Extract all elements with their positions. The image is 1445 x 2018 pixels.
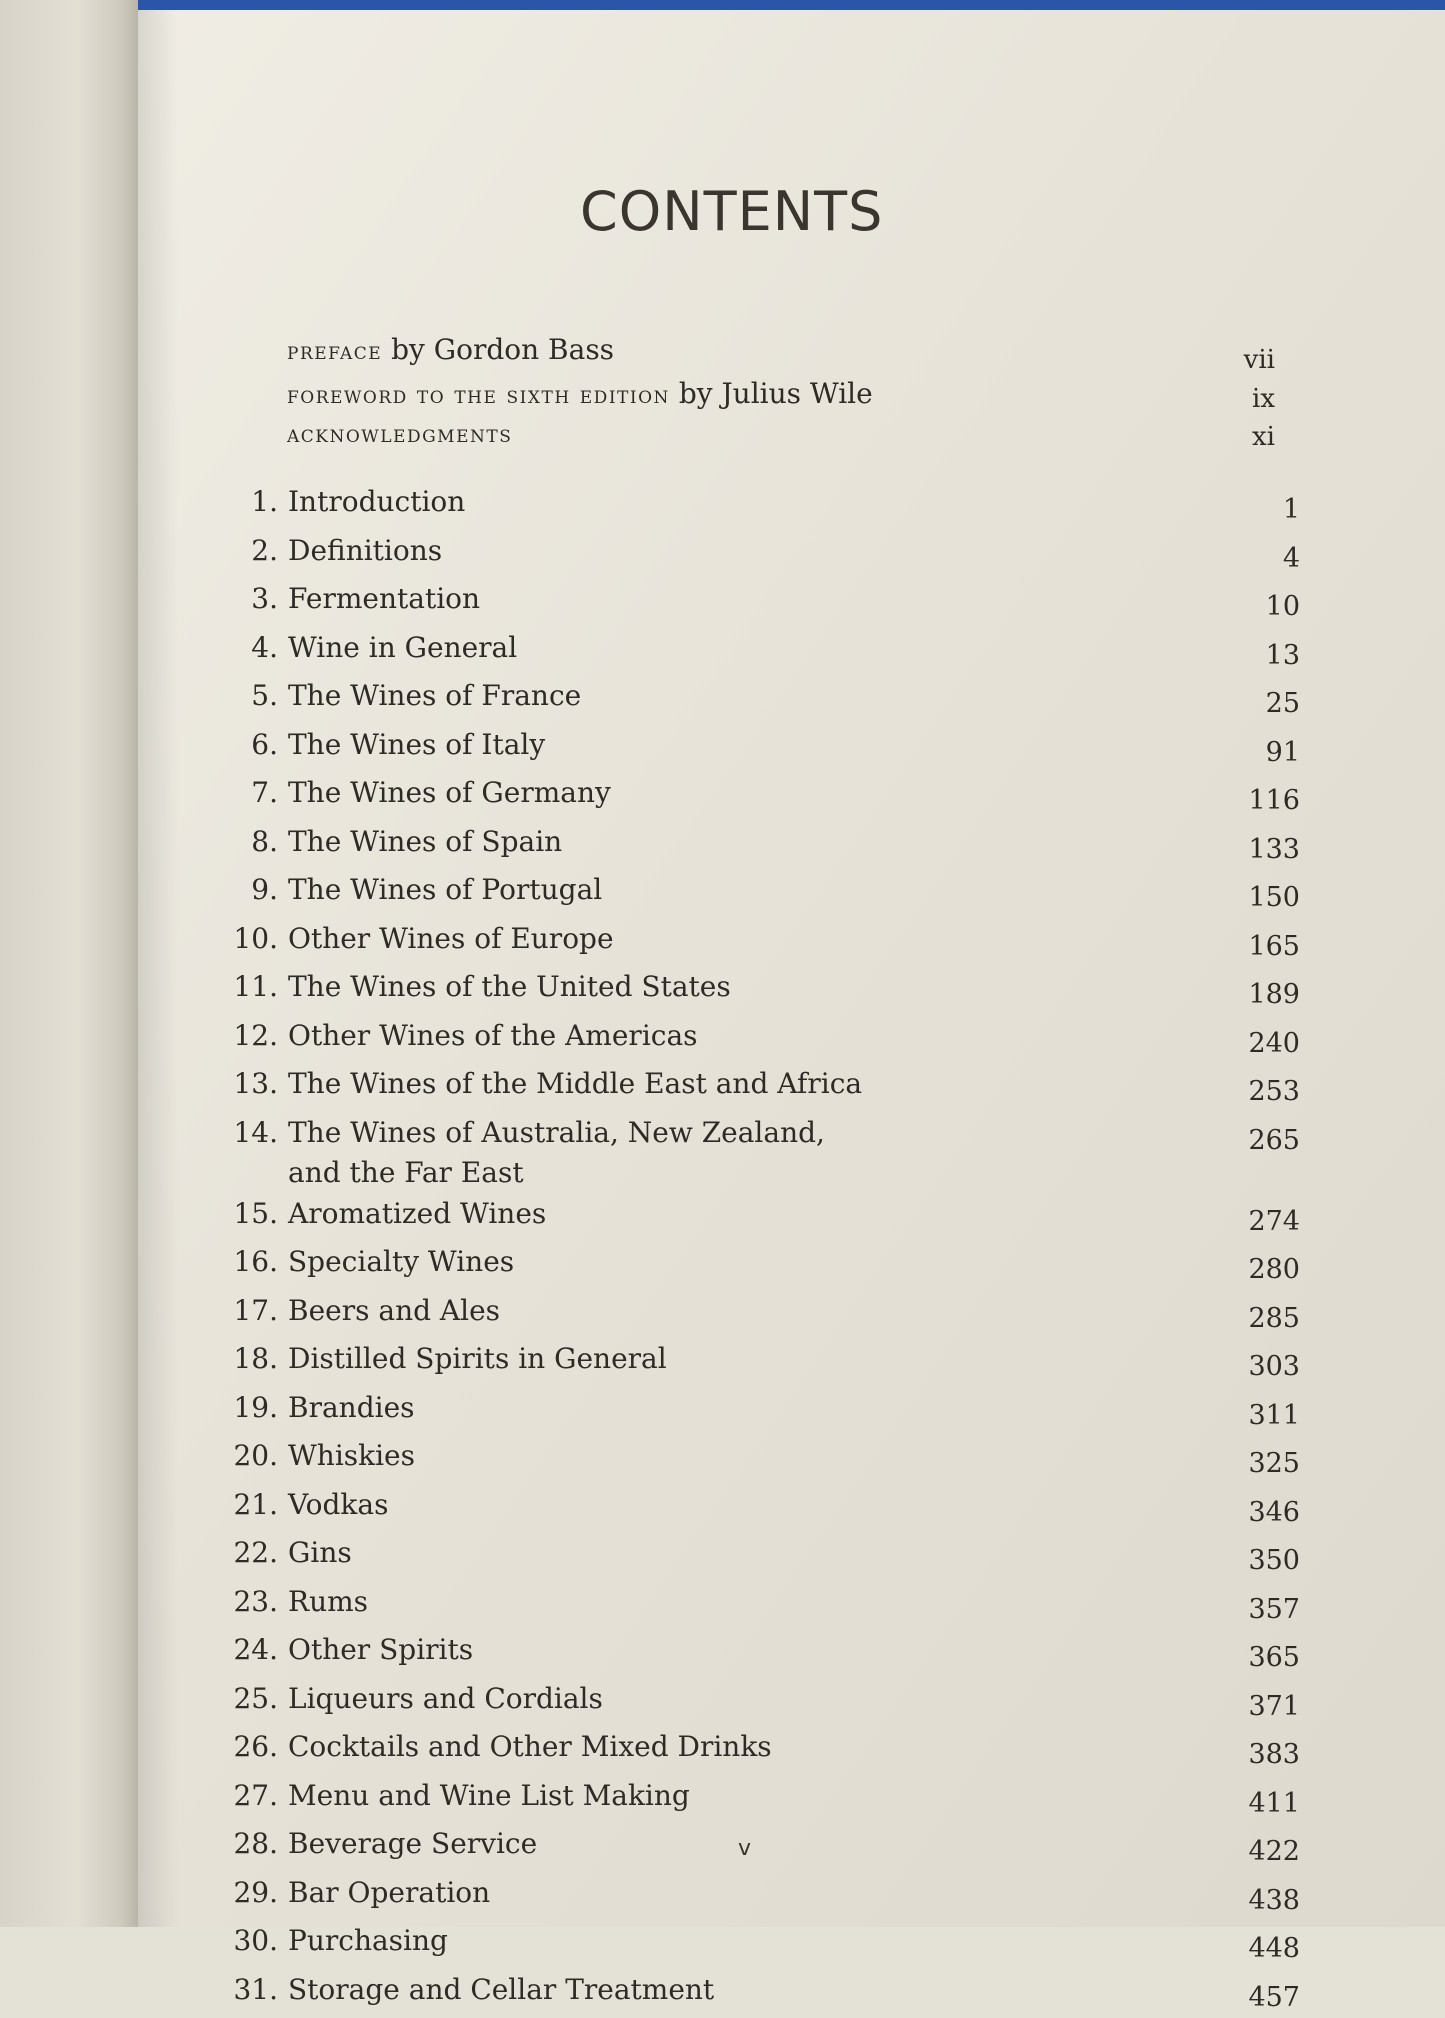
toc-row [220,1824,1300,1873]
front-matter-preface [287,333,614,366]
toc-row [220,1970,1300,2018]
chapter-title: Beverage Service [288,1824,1210,1865]
toc-row [220,1630,1300,1679]
front-matter-page: vii [1185,345,1275,375]
chapter-title: The Wines of Germany [288,773,1210,814]
chapter-title: The Wines of Italy [288,725,1210,766]
front-matter-foreword [287,377,873,410]
chapter-page: 13 [1210,628,1300,677]
chapter-title: Distilled Spirits in General [288,1339,1210,1380]
toc-row [220,482,1300,531]
toc-row [220,1727,1300,1776]
chapter-title: Whiskies [288,1436,1210,1477]
chapter-title: Other Wines of Europe [288,919,1210,960]
chapter-number: 16. [220,1242,288,1283]
chapter-number: 22. [220,1533,288,1574]
chapter-number: 23. [220,1582,288,1623]
front-matter-label: foreword to the sixth edition [287,381,670,409]
chapter-number: 29. [220,1873,288,1914]
front-matter-acknowledgments [287,416,512,449]
chapter-list [220,482,1300,2018]
chapter-number: 18. [220,1339,288,1380]
chapter-page: 422 [1210,1824,1300,1873]
chapter-page: 350 [1210,1533,1300,1582]
chapter-title: Fermentation [288,579,1210,620]
chapter-page: 240 [1210,1016,1300,1065]
toc-row [220,628,1300,677]
chapter-number: 10. [220,919,288,960]
gutter-shadow [138,10,178,1927]
toc-row [220,1679,1300,1728]
chapter-number: 3. [220,579,288,620]
toc-row [220,773,1300,822]
chapter-page: 438 [1210,1873,1300,1922]
page-title: CONTENTS [580,180,883,243]
chapter-number: 7. [220,773,288,814]
toc-row [220,919,1300,968]
chapter-page: 274 [1210,1194,1300,1243]
chapter-number: 31. [220,1970,288,2011]
chapter-title: Rums [288,1582,1210,1623]
chapter-number: 13. [220,1064,288,1105]
chapter-title: The Wines of the Middle East and Africa [288,1064,1210,1105]
chapter-number: 1. [220,482,288,523]
chapter-number: 6. [220,725,288,766]
chapter-page: 457 [1210,1970,1300,2018]
front-matter-label: acknowledgments [287,420,512,448]
chapter-title: Brandies [288,1388,1210,1429]
toc-row [220,1113,1300,1194]
chapter-page: 280 [1210,1242,1300,1291]
toc-row [220,1436,1300,1485]
chapter-page: 1 [1210,482,1300,531]
chapter-number: 2. [220,531,288,572]
chapter-number: 12. [220,1016,288,1057]
chapter-title: Gins [288,1533,1210,1574]
toc-row [220,676,1300,725]
toc-row [220,1873,1300,1922]
chapter-page: 150 [1210,870,1300,919]
chapter-page: 116 [1210,773,1300,822]
chapter-title: Bar Operation [288,1873,1210,1914]
chapter-page: 448 [1210,1921,1300,1970]
chapter-number: 5. [220,676,288,717]
toc-row [220,1194,1300,1243]
toc-row [220,967,1300,1016]
toc-row [220,1533,1300,1582]
chapter-page: 371 [1210,1679,1300,1728]
chapter-page: 325 [1210,1436,1300,1485]
chapter-title: Wine in General [288,628,1210,669]
toc-row [220,1582,1300,1631]
toc-row [220,1291,1300,1340]
chapter-number: 28. [220,1824,288,1865]
chapter-page: 165 [1210,919,1300,968]
front-matter-label: preface [287,337,382,365]
chapter-title: The Wines of Spain [288,822,1210,863]
chapter-page: 285 [1210,1291,1300,1340]
toc-row [220,1921,1300,1970]
chapter-title: Other Spirits [288,1630,1210,1671]
chapter-title: Storage and Cellar Treatment [288,1970,1210,2011]
chapter-page: 133 [1210,822,1300,871]
facing-page [0,0,138,1927]
chapter-page: 357 [1210,1582,1300,1631]
chapter-number: 8. [220,822,288,863]
chapter-title: The Wines of the United States [288,967,1210,1008]
chapter-title: Definitions [288,531,1210,572]
toc-row [220,531,1300,580]
toc-row [220,579,1300,628]
chapter-number: 30. [220,1921,288,1962]
chapter-title: Cocktails and Other Mixed Drinks [288,1727,1210,1768]
chapter-title: Menu and Wine List Making [288,1776,1210,1817]
front-matter-page: xi [1185,422,1275,452]
chapter-title: The Wines of Australia, New Zealand, and the Far East [288,1113,1210,1194]
chapter-title: Beers and Ales [288,1291,1210,1332]
chapter-number: 9. [220,870,288,911]
chapter-number: 26. [220,1727,288,1768]
chapter-title: Introduction [288,482,1210,523]
chapter-page: 25 [1210,676,1300,725]
chapter-page: 303 [1210,1339,1300,1388]
front-matter-author: by Julius Wile [679,377,873,410]
toc-row [220,725,1300,774]
toc-row [220,1016,1300,1065]
chapter-page: 411 [1210,1776,1300,1825]
chapter-number: 20. [220,1436,288,1477]
chapter-page: 91 [1210,725,1300,774]
chapter-page: 265 [1210,1113,1300,1162]
chapter-number: 14. [220,1113,288,1154]
front-matter-page: ix [1185,384,1275,414]
chapter-title: Vodkas [288,1485,1210,1526]
toc-row [220,1485,1300,1534]
chapter-page: 365 [1210,1630,1300,1679]
toc-row [220,1064,1300,1113]
toc-row [220,1388,1300,1437]
chapter-title: The Wines of France [288,676,1210,717]
chapter-page: 346 [1210,1485,1300,1534]
chapter-page: 10 [1210,579,1300,628]
chapter-number: 24. [220,1630,288,1671]
chapter-number: 27. [220,1776,288,1817]
chapter-title: Aromatized Wines [288,1194,1210,1235]
chapter-page: 311 [1210,1388,1300,1437]
chapter-number: 17. [220,1291,288,1332]
chapter-number: 21. [220,1485,288,1526]
chapter-page: 253 [1210,1064,1300,1113]
chapter-number: 15. [220,1194,288,1235]
chapter-title: The Wines of Portugal [288,870,1210,911]
toc-row [220,822,1300,871]
chapter-title: Liqueurs and Cordials [288,1679,1210,1720]
chapter-page: 383 [1210,1727,1300,1776]
page-number: v [738,1836,751,1861]
toc-row [220,1339,1300,1388]
chapter-title: Other Wines of the Americas [288,1016,1210,1057]
chapter-page: 4 [1210,531,1300,580]
toc-row [220,1776,1300,1825]
chapter-number: 19. [220,1388,288,1429]
chapter-title: Purchasing [288,1921,1210,1962]
chapter-number: 25. [220,1679,288,1720]
toc-row [220,1242,1300,1291]
chapter-page: 189 [1210,967,1300,1016]
toc-row [220,870,1300,919]
chapter-number: 4. [220,628,288,669]
chapter-title: Specialty Wines [288,1242,1210,1283]
front-matter-author: by Gordon Bass [391,333,614,366]
chapter-number: 11. [220,967,288,1008]
